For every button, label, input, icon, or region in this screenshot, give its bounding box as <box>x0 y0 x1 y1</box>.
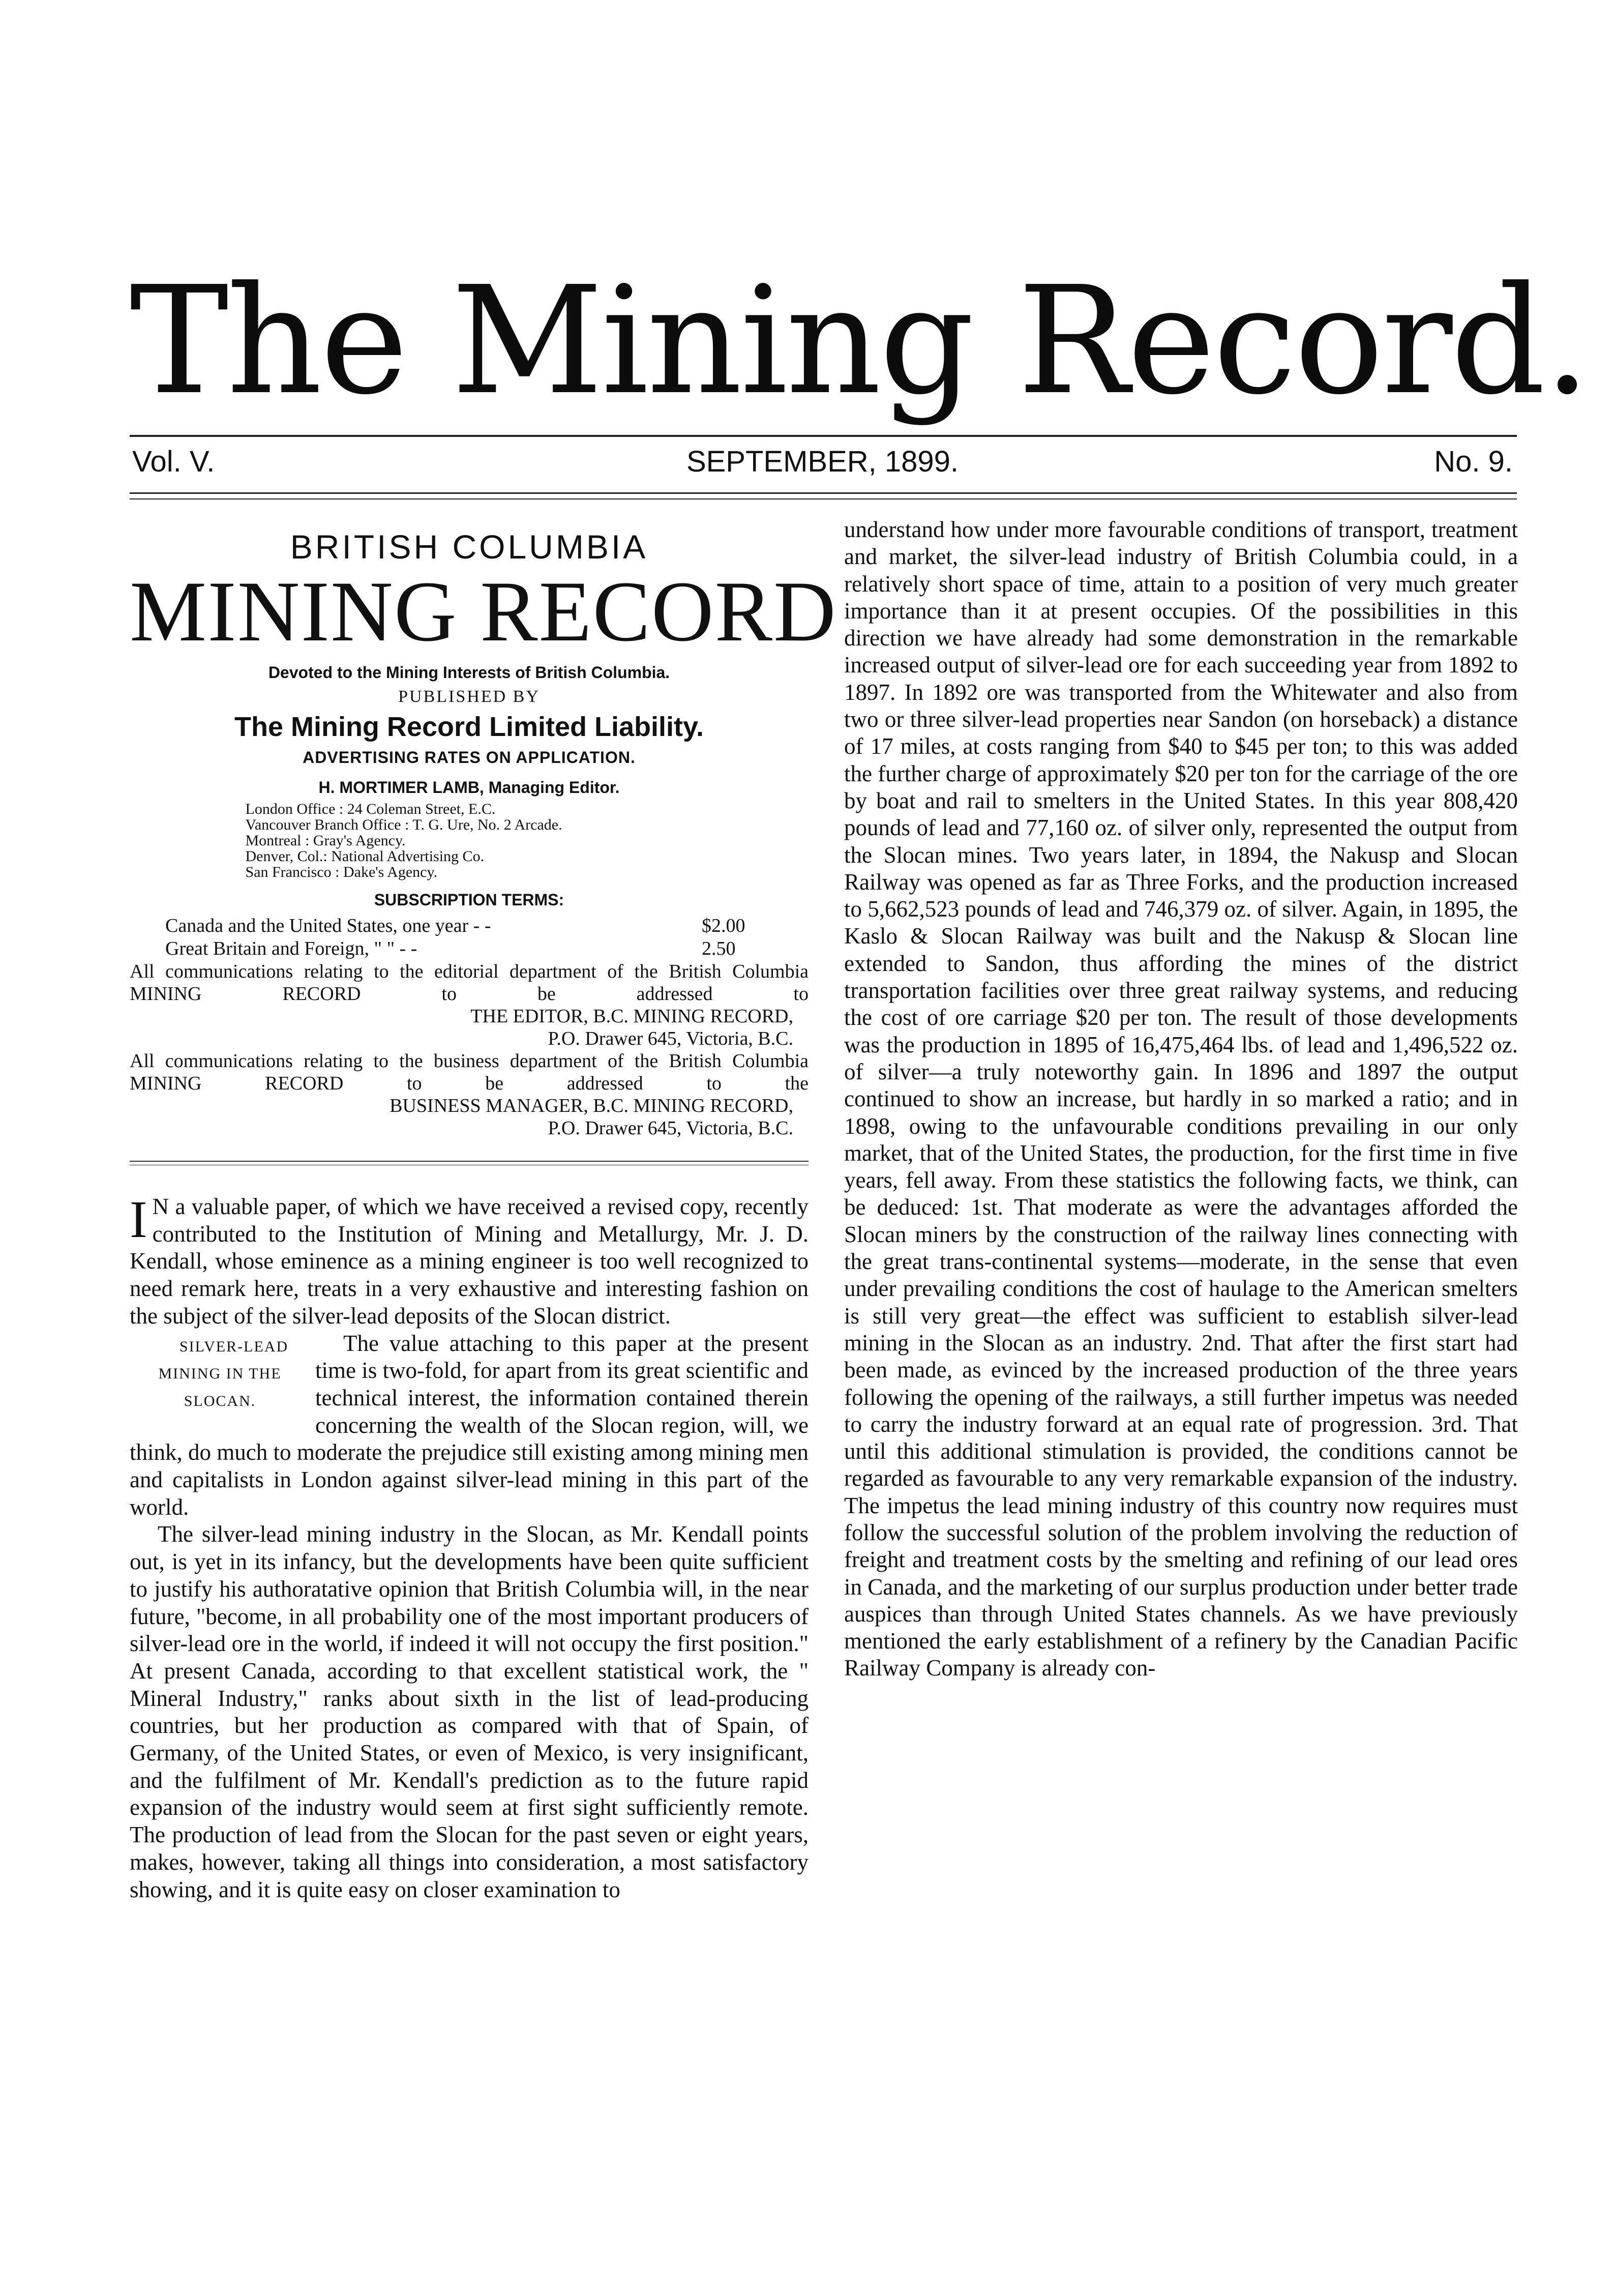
rate-row <box>165 937 809 960</box>
box-heading-large: MINING RECORD <box>130 564 837 659</box>
article-right-text: understand how under more favourable conditions of transport, treatment and market, the silver-lead industry of British Columbia could, in a relatively short space of time, attain to a position of very much greater importance than it at present occupies. Of the possibilities in this direction we have already had some demonstration in the remarkable increased output of silver-lead ore for each succeeding year from 1892 to 1897. In 1892 ore was transported from the Whitewater and also from two or three silver-lead properties near Sandon (on horseback) a distance of 17 miles, at costs ranging from $40 to $45 per ton; to this was added the further charge of approximately $20 per ton for the carriage of the ore by boat and rail to smelters in the United States. In this year 808,420 pounds of lead and 77,160 oz. of silver only, represented the output from the Slocan mines. Two years later, in 1894, the Nakusp and Slocan Railway was opened as far as Three Forks, and the production increased to 5,662,523 pounds of lead and 746,379 oz. of silver. Again, in 1895, the Kaslo & Slocan Railway was built and the Nakusp & Slocan line extended to Sandon, thus affording the mines of the district transportation facilities over three great railway systems, and reducing the cost of ore carriage $20 per ton. The result of those developments was the production in 1895 of 16,475,464 lbs. of lead and 1,496,522 oz. of silver—a truly noteworthy gain. In 1896 and 1897 the output continued to show an increase, but hardly in so marked a ratio; and in 1898, owing to the unfavourable conditions prevailing in our only market, that of the United States, the production, for the first time in five years, fell away. From these statistics the following facts, we think, can be deduced: 1st. That moderate as were the advantages afforded the Slocan miners by the construction of the railway lines connecting with the great trans-continental systems—moderate, in the sense that even under prevailing conditions the cost of haulage to the American smelters is still very great—the effect was sufficient to establish silver-lead mining in the Slocan as an industry. 2nd. That after the first start had been made, as evinced by the increased production of the three years following the opening of the railways, a still further impetus was needed to carry the industry forward at an equal rate of progression. 3rd. That until this additional stimulation is provided, the conditions cannot be regarded as favourable to any very remarkable expansion of the industry. The impetus the lead mining industry of this country now requires must follow the successful solution of the problem involving the reduction of freight and treatment costs by the smelting and refining of our lead ores in Canada, and the marketing of our surplus production under better trade auspices than through United States channels. As we have previously mentioned the early establishment of a refinery by the Canadian Pacific Railway Company is already con- <box>844 517 1518 1681</box>
sidenote: SILVER-LEAD MINING IN THE SLOCAN. <box>158 1338 289 1409</box>
box-heading-small: BRITISH COLUMBIA <box>290 528 648 566</box>
paragraph-1-text: N a valuable paper, of which we have received a revised copy, recently contributed to the Institution of Mining and Metallurgy, Mr. J. D. Kendall, whose eminence as a mining engineer is too well recognized to need remark here, treats in a very exhaustive and interesting fashion on the subject of the silver-lead deposits of the Slocan district. <box>130 1194 809 1329</box>
volume-label: Vol. V. <box>132 445 215 478</box>
article-paragraph-1 <box>130 1190 809 1330</box>
issue-line <box>132 441 1513 482</box>
office-line: Montreal : Gray's Agency. <box>245 832 406 849</box>
office-line: London Office : 24 Coleman Street, E.C. <box>245 801 496 817</box>
paragraph-1b-text: The value attaching to this paper at the present time is two-fold, for apart from its great scientific and technical interest, the information contained therein concerning the wealth of the Slocan region, will, we think, do much to moderate the prejudice still existing among mining men and capitalists in London against silver-lead mining in this part of the world. <box>130 1330 809 1520</box>
box-published-by: PUBLISHED BY <box>398 687 540 706</box>
office-line: Vancouver Branch Office : T. G. Ure, No. 2 Arcade. <box>245 816 562 833</box>
manager-address-2: P.O. Drawer 645, Victoria, B.C. <box>548 1117 793 1139</box>
rate-label: Great Britain and Foreign, " " - - <box>165 938 417 959</box>
publisher-box <box>130 526 837 1165</box>
editor-address-2: P.O. Drawer 645, Victoria, B.C. <box>548 1028 793 1049</box>
editor-address-1: THE EDITOR, B.C. MINING RECORD, <box>470 1006 793 1027</box>
article-paragraph-1b <box>130 1330 809 1521</box>
box-editor: H. MORTIMER LAMB, Managing Editor. <box>318 778 620 797</box>
masthead-rule <box>130 435 1517 437</box>
masthead-title: The Mining Record. <box>130 254 1589 427</box>
issue-number: No. 9. <box>1434 445 1513 478</box>
article-left <box>130 1190 809 1903</box>
right-column <box>844 516 1518 1682</box>
rate-row <box>165 915 809 937</box>
box-advertising: ADVERTISING RATES ON APPLICATION. <box>303 748 636 767</box>
editorial-communications: All communications relating to the editorial department of the British Columbia MINING RECORD to be addressed to <box>130 961 809 1005</box>
office-line: San Francisco : Dake's Agency. <box>245 864 438 880</box>
issue-rule-top <box>130 492 1517 494</box>
box-offices <box>246 801 693 880</box>
issue-date: SEPTEMBER, 1899. <box>686 445 959 478</box>
manager-address-1: BUSINESS MANAGER, B.C. MINING RECORD, <box>390 1095 793 1116</box>
rate-price: 2.50 <box>702 938 736 959</box>
box-rule <box>130 1161 809 1162</box>
left-column <box>130 516 837 1903</box>
rate-price: $2.00 <box>702 915 745 936</box>
article-paragraph-2: The silver-lead mining industry in the Slocan, as Mr. Kendall points out, is yet in its infancy, but the developments have been quite sufficient to justify his authoratative opinion that British Columbia will, in the near future, "become, in all probability one of the most important producers of silver-lead ore in the world, if indeed it will not occupy the first position." At present Canada, according to that excellent statistical work, the " Mineral Industry," ranks about sixth in the list of lead-producing countries, but her production as compared with that of Spain, of Germany, of the United States, or even of Mexico, is very insignificant, and the fulfilment of Mr. Kendall's prediction as to the future rapid expansion of the industry would seem at first sight sufficiently remote. The production of lead from the Slocan for the past seven or eight years, makes, however, taking all things into consideration, a most satisfactory showing, and it is quite easy on closer examination to <box>130 1521 809 1902</box>
rate-label: Canada and the United States, one year - - <box>165 915 491 936</box>
box-company: The Mining Record Limited Liability. <box>234 712 704 742</box>
drop-cap: I <box>130 1190 147 1249</box>
issue-rule-bottom <box>130 498 1517 499</box>
subscription-heading: SUBSCRIPTION TERMS: <box>374 891 564 909</box>
box-devoted-line: Devoted to the Mining Interests of British Columbia. <box>268 663 670 682</box>
business-communications: All communications relating to the business department of the British Columbia MINING RECORD to be addressed to the <box>130 1050 809 1094</box>
office-line: Denver, Col.: National Advertising Co. <box>245 848 485 865</box>
